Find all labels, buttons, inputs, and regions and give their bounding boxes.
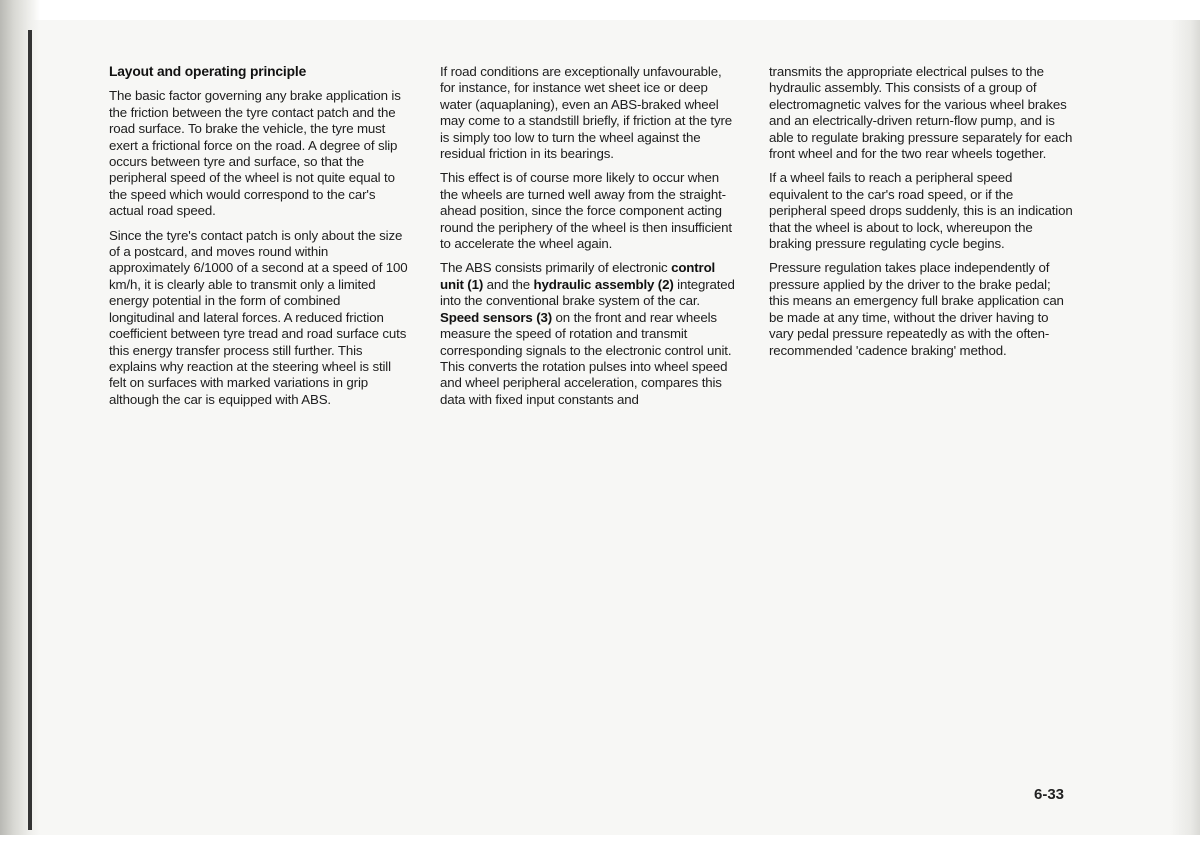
text-run: integrated into the conventional brake system of the car. xyxy=(440,276,735,309)
paragraph: Pressure regulation takes place independently of pressure applied by the driver to the brake pedal; this means an emergency full brake application can be made at any time, without the driver having to vary pedal pressure repeatedly as with the often-recommended 'cadence braking' method. xyxy=(769,260,1064,358)
paragraph: The basic factor governing any brake application is the friction between the tyre contact patch and the road surface. To brake the vehicle, the tyre must exert a frictional force on the road. A degree of slip occurs between tyre and surface, so that the peripheral speed of the wheel is not quite equal to the speed which would correspond to the car's actual road speed. xyxy=(109,88,401,219)
binding-edge xyxy=(28,30,32,830)
text-run: The ABS consists primarily of electronic xyxy=(440,260,672,276)
section-heading: Layout and operating principle xyxy=(109,64,307,79)
binding-shadow xyxy=(0,0,40,848)
scan-top-border xyxy=(0,0,1200,20)
text-column-3 xyxy=(769,64,1074,367)
page-number: 6-33 xyxy=(1034,786,1065,803)
paragraph: transmits the appropriate electrical pulses to the hydraulic assembly. This consists of a group of electromagnetic valves for the various wheel brakes and an electrically-driven return-flow pump, and is able to regulate braking pressure separately for each front wheel and for the two rear wheels together. xyxy=(769,64,1073,162)
page-right-edge xyxy=(1170,20,1200,835)
scan-bottom-border xyxy=(0,835,1200,848)
paragraph: If road conditions are exceptionally unfavourable, for instance, for instance wet sheet ice or deep water (aquaplaning), even an ABS-braked wheel may come to a standstill briefly, if friction at the tyre is simply too low to turn the wheel against the residual friction in its bearings. xyxy=(440,64,732,162)
paragraph: Since the tyre's contact patch is only about the size of a postcard, and moves round within approximately 6/1000 of a second at a speed of 100 km/h, it is clearly able to transmit only a limited energy potential in the form of combined longitudinal and lateral forces. A reduced friction coefficient between tyre tread and road surface cuts this energy transfer process still further. This explains why reaction at the steering wheel is still felt on surfaces with marked variations in grip although the car is equipped with ABS. xyxy=(109,227,408,407)
term-hydraulic-assembly: hydraulic assembly (2) xyxy=(533,276,674,292)
text-run: on the front and rear wheels measure the speed of rotation and transmit corresponding signals to the electronic control unit. This converts the rotation pulses into wheel speed and wheel peripheral acceleration, compares this data with fixed input constants and xyxy=(440,309,732,407)
term-speed-sensors: Speed sensors (3) xyxy=(440,309,552,325)
text-column-1 xyxy=(109,64,409,416)
paragraph: This effect is of course more likely to occur when the wheels are turned well away from the straight-ahead position, since the force component acting round the periphery of the wheel is then insufficient to accelerate the wheel again. xyxy=(440,170,732,252)
text-run: and the xyxy=(483,276,534,292)
paragraph-abs-components xyxy=(440,260,740,408)
term-control-unit: control unit (1) xyxy=(440,260,716,292)
paragraph: If a wheel fails to reach a peripheral speed equivalent to the car's road speed, or if the peripheral speed drops suddenly, this is an indication that the wheel is about to lock, whereupon the braking pressure regulating cycle begins. xyxy=(769,170,1073,252)
text-column-2 xyxy=(440,64,740,416)
